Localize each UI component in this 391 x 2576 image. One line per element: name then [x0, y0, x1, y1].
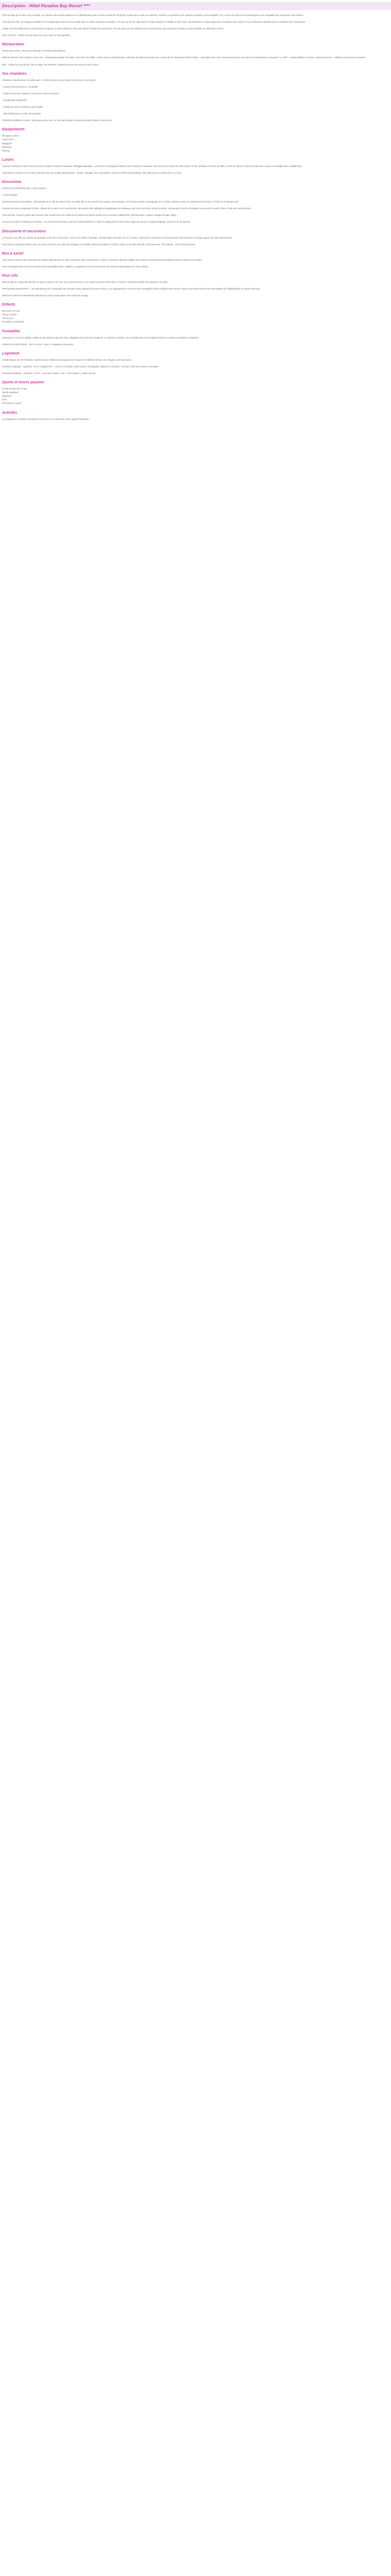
- section-paragraph: Taxe de séjour à régler directement sur place (environ 3 DT par nuit et par personne). Une caution peut être demandée à l'arrivée. Certaines activités sont payantes sur place.: [2, 280, 169, 283]
- section-heading: Sports et loisirs payants: [2, 381, 44, 385]
- section-heading: Formalités: [2, 329, 21, 333]
- section-heading: Restauration: [2, 43, 24, 47]
- section-paragraph: Un programme d'activités est proposé en journée et en soirée par notre équipe d'animation.: [2, 417, 90, 420]
- section-paragraph: Animations en journée et en soirée proposées par une équipe internationale : aérobic, aquagym, jeux, spectacles, soirées à thème et discothèque. Mini-club pour les enfants de 4 à 12 ans.: [2, 171, 182, 174]
- section-heading: Activités: [2, 411, 18, 415]
- list-item: Golf: [2, 398, 6, 401]
- list-item: Centre de bien-être et spa: [2, 387, 27, 391]
- list-item: Boutiques: [2, 145, 12, 148]
- section-paragraph: - 2 grands lits jumeaux ou 1 lit double: [2, 85, 38, 88]
- section-paragraph: - Mini-réfrigérateur et coffre-fort (payant): [2, 112, 41, 115]
- intro-paragraph: Aux portes de l'île, sur la plage de sable fin, le Paradise Bay Resort vous accueille dans un cadre verdoyant et paisible, avec vue sur la mer. Idéal pour un séjour détente en famille ou entre amis, ses chambres et suites spacieuses, sa gastronomie variée et ses nombreuses activités sauront satisfaire tous vos besoins.: [2, 21, 306, 24]
- section-paragraph: Hôtel de formule "Tout compris" et de "Vue" : Restaurant principal "El Kobla" sous forme de buffet, cuisine locale et internationale, sélection de boissons locales avec et sans alcool. Restaurant "Bab El Bhar" : spécialités de la mer et poissons (une fois par séjour, sur réservation). Restaurant "Le Grill" : viandes grillées en soirée. Snack-bar piscine : collations et boissons en journée.: [2, 56, 366, 59]
- section-paragraph: Cette journée, suivez le guide dans l'ancien ksar et découvrez les ruelles de la médina, les souks animés et les marchés traditionnels, l'artisanat local : poterie, tissage de tapis, bijoux.: [2, 214, 177, 217]
- content: [0, 13, 391, 421]
- section-paragraph: - Salle de bain avec baignoire ou douche et sèche-cheveux: [2, 92, 59, 95]
- list-item: Piscine enfants: [2, 313, 17, 316]
- list-item: Mini-club 4-12 ans: [2, 310, 20, 313]
- section-paragraph: - Climatisation individuelle: [2, 98, 27, 101]
- section-paragraph: COURANT ELECTRIQUE : 220 V à 50 Hz. Type C. Adaptateur nécessaire.: [2, 343, 74, 346]
- section-heading: Découverte et excursions: [2, 229, 46, 233]
- section-paragraph: Journée Excursion à la Médina : visite guidée de la ville de Houmt Souk, sa vieille ville et son marché, la mosquée des Étrangers, le fort Borj El Kebir, la synagogue de la Ghriba. Déjeuner dans un restaurant local. Retour à l'hôtel en fin d'après-midi.: [2, 200, 239, 204]
- list-item: Réception 24h/24: [2, 134, 19, 138]
- section-paragraph: Chambres standard - superficie : 28 m², équipées de : 2 lits ou 1 lit double, salle de bain, climatisation, téléphone, télévision, mini-bar, coffre-fort, balcon ou terrasse.: [2, 365, 159, 368]
- list-item: Aire de jeux: [2, 317, 14, 320]
- section-heading: Equipements: [2, 128, 25, 132]
- section-paragraph: L'hôtel dispose de 275 chambres réparties dans 3 bâtiments principaux de 3 étages et 1 bâtiment annexe de 2 étages, avec ascenseur.: [2, 358, 132, 361]
- section-heading: Bon à savoir: [2, 251, 24, 256]
- section-list: [2, 134, 389, 152]
- list-item: Sports nautiques: [2, 391, 19, 394]
- section-paragraph: Vous pouvez réserver des excursions et activités directement sur place auprès de notre représentant. L'hôtel se réserve le droit de modifier les horaires d'ouverture des prestations selon les saisons et la météo.: [2, 258, 203, 261]
- section-paragraph: Tous les équipements et services décrits sont susceptibles d'être modifiés ou supprimés à tout moment pour des raisons indépendantes de notre volonté.: [2, 265, 149, 268]
- section-heading: Logement: [2, 351, 20, 355]
- list-item: Accès Wi-Fi: [2, 138, 14, 141]
- section-paragraph: FORFAIT EXCURSIONS dès 7 nuits minimum: [2, 187, 47, 190]
- list-item: Bagagerie: [2, 142, 12, 145]
- list-item: Excursions en quad: [2, 402, 21, 405]
- section-heading: Excursions: [2, 180, 22, 184]
- section-heading: Loisirs: [2, 158, 14, 162]
- section-list: [2, 309, 389, 324]
- intro-paragraph: C'est au large de la côte et de la Tunisie, au carrefour des routes maritimes de la Méditerranée que se situe la petite île de Djerba. Reliée par la route au continent, l'endroit a su préserver son caractère insulaire et sa tranquillité. On y trouve un mode de vie authentique et une hospitalité qui contribuent à son charme.: [2, 14, 304, 16]
- title-bar: [0, 2, 391, 10]
- section-paragraph: Chambres standard pour 2 adultes avec 1 enfant maximum, avec balcon ou terrasse et vue jardin.: [2, 78, 96, 81]
- section-paragraph: Journée Excursion à Tataouine et Chenini : circuit à travers les ksour, greniers fortifiés berbères, et visite du village perché de Chenini. Déjeuner dans un restaurant typique. Retour en fin de journée.: [2, 221, 191, 224]
- section-paragraph: Bars : Lobby-bar, bar piscine, bar de plage, bar animation. Boissons servies au verre de 10h à minuit.: [2, 63, 99, 66]
- list-item: Parking: [2, 149, 10, 152]
- section-paragraph: 1 TRS Privatisé: [2, 194, 18, 197]
- section-paragraph: La Tunisie vous offre une variété de paysages et de sites à découvrir : Tunis et la médina, Carthage, Sidi Bou Saïd, Kairouan, El Jem, Sousse, Hammamet. Plusieurs excursions peuvent être réservées sur place auprès de notre représentant.: [2, 236, 232, 239]
- page-title: Description - Hôtel Paradise Bay Resort ****: [2, 4, 90, 9]
- section-paragraph: Passeport en cours de validité, valable 6 mois après la date de retour, obligatoire pour tous les voyageurs, y compris les enfants. Les ressortissants non européens doivent consulter les autorités consulaires.: [2, 336, 200, 339]
- section-paragraph: Excursion au Sahara pendant 2 jours, à travers le désert, les oasis de montagne de Chebika, Tamerza et Mides, le chott el Jérid, un lac salé asséché. Nuit sous tente. Prix indicatif : 160 DT par personne.: [2, 243, 196, 246]
- section-paragraph: Chambres familiales - superficie : 40 m² : coin salon séparé, 2 lits + 2 lits simples, 2 salles de bain.: [2, 371, 96, 375]
- section-paragraph: 3 piscines extérieures dont une piscine pour enfants, transats et parasols. Toboggan aquatique. Accès direct à la plage de sable fin avec transats et parasols. Court de tennis, terrain de volley-ball, tir à l'arc, pétanque et tennis de table. Centre de fitness et spa avec hammam, sauna et massages (avec supplément).: [2, 164, 303, 167]
- info-verite-note: INFO VERITE - L'hôtel et la mer dans une zone calme et très agréable: [2, 34, 70, 37]
- section-paragraph: Retrouvez toutes les informations pratiques sur votre voyage dans votre carnet de voyage.: [2, 294, 89, 297]
- section-paragraph: Durant votre séjour, vous serez hébergé en formule petit-déjeuner.: [2, 49, 66, 53]
- section-heading: Pour info: [2, 274, 18, 278]
- intro-paragraph: L'hôtel, à la fois traditionnel et contemporain, propose un cadre idéal pour découvrir Djerba. Profitez de ses piscines, de son spa et de ses infrastructures sportives pour des vacances réussies en toute sérénité, au soleil de la Tunisie.: [2, 27, 224, 30]
- section-paragraph: Chambres familiales et suites : plus spacieuses, avec un coin salon séparé, pouvant accueillir jusqu'à 4 personnes.: [2, 119, 112, 122]
- section-list: [2, 387, 389, 405]
- section-paragraph: Journée Excursion à Matmata et Douz : départ tôt le matin vers le sud tunisien, découverte des habitations troglodytiques de Matmata, puis route vers Douz, porte du désert. Promenade à dos de dromadaire au coucher du soleil. Dîner et nuit sous tente berbère.: [2, 207, 252, 210]
- section-paragraph: - Téléphone direct et télévision par satellite: [2, 106, 43, 109]
- list-item: Lits bébé sur demande: [2, 320, 24, 324]
- section-heading: Vos chambres: [2, 72, 27, 76]
- page: [0, 2, 391, 421]
- list-item: Equitation: [2, 395, 12, 398]
- section-heading: Enfants: [2, 303, 15, 307]
- section-paragraph: PRECISIONS DESCRIPTIF : Les informations de ce descriptif sont données à titre indicatif et peuvent évoluer. Les équipements et services sont susceptibles d'être modifiés sans préavis. Nous ne pourrions être tenus responsables de l'indisponibilité de certains services.: [2, 287, 261, 290]
